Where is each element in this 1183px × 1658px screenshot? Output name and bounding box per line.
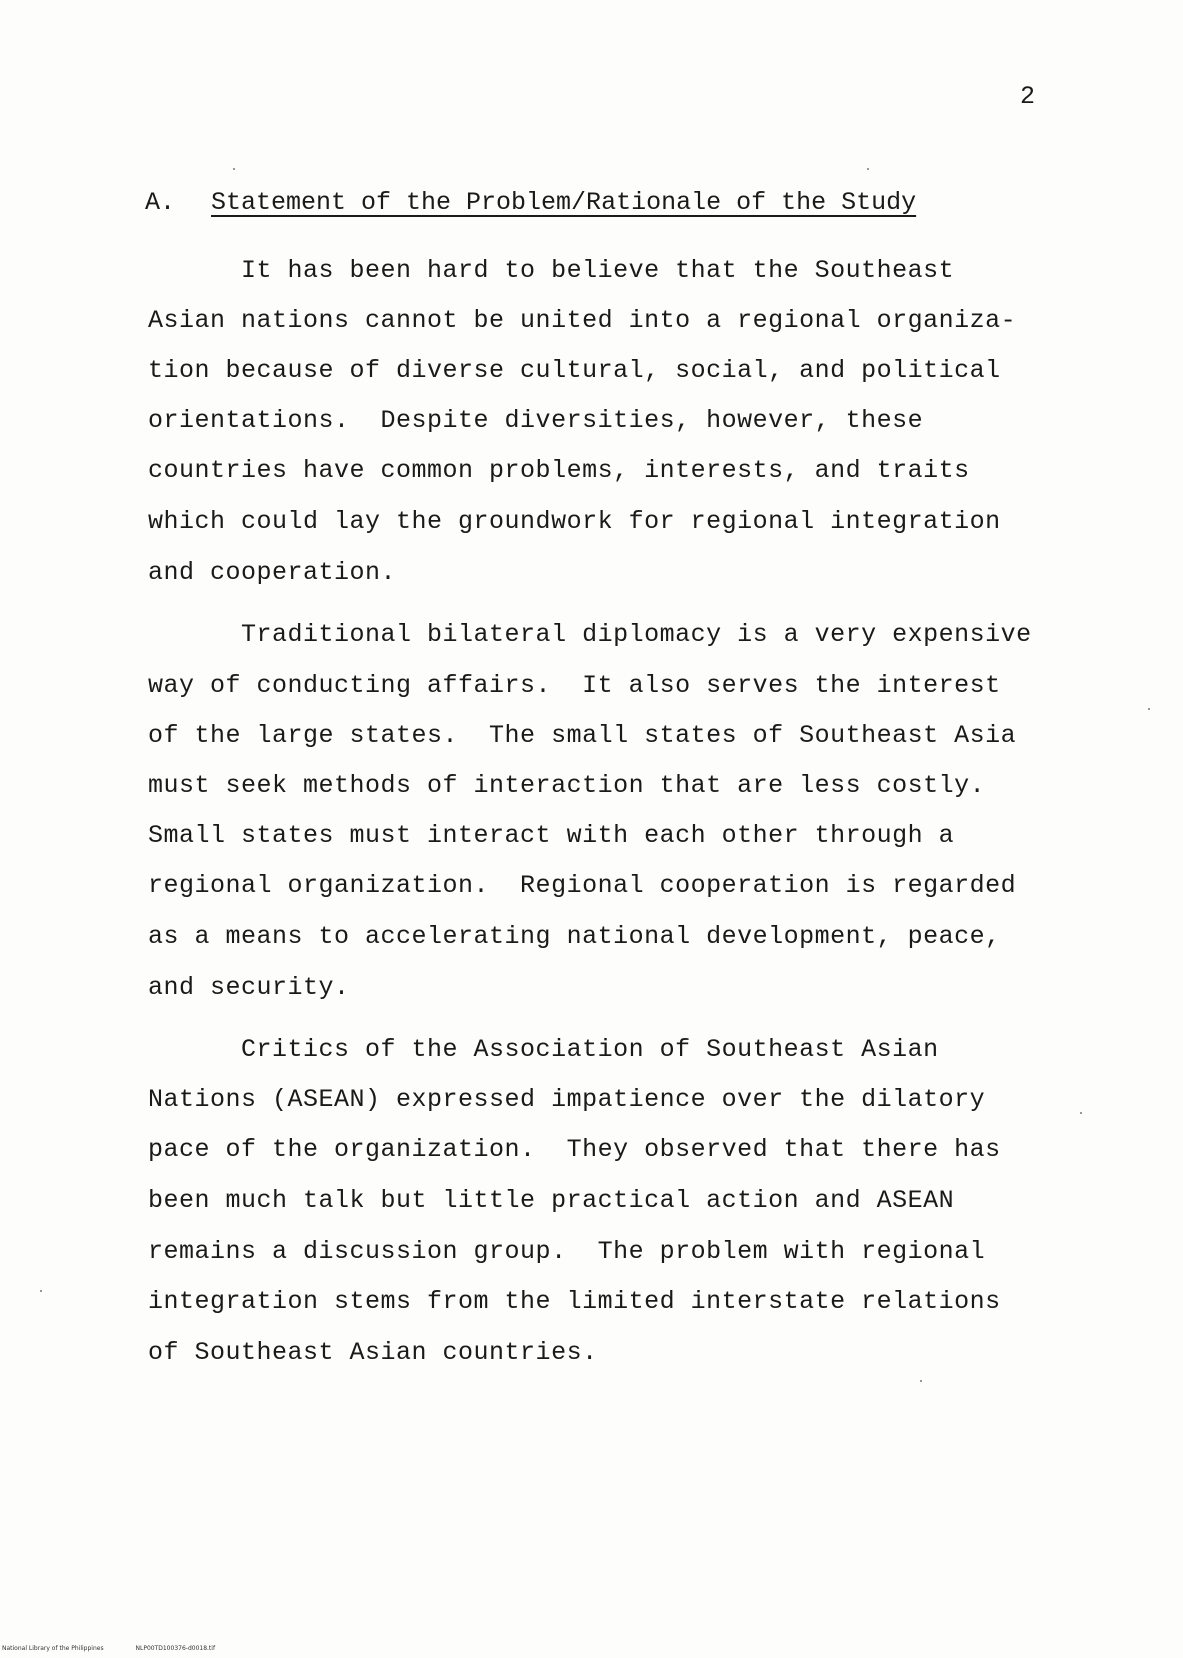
section-title: Statement of the Problem/Rationale of the Study	[211, 188, 917, 217]
text-line: Nations (ASEAN) expressed impatience over the dilatory	[148, 1085, 986, 1114]
text-line: which could lay the groundwork for regional integration	[148, 507, 1001, 536]
scan-speck	[867, 168, 869, 170]
text-line: regional organization. Regional cooperation is regarded	[148, 871, 1017, 900]
scan-footer	[2, 1645, 245, 1652]
text-line: It has been hard to believe that the Southeast	[148, 256, 955, 285]
section-letter: A.	[145, 188, 176, 217]
text-line: Small states must interact with each other through a	[148, 821, 955, 850]
text-line: Traditional bilateral diplomacy is a very expensive	[148, 620, 1032, 649]
scan-speck	[920, 1380, 922, 1382]
text-line: of Southeast Asian countries.	[148, 1338, 598, 1367]
text-line: integration stems from the limited interstate relations	[148, 1287, 1001, 1316]
text-line: Asian nations cannot be united into a regional organiza-	[148, 306, 1017, 335]
footer-library: National Library of the Philippines	[2, 1645, 104, 1652]
text-line: tion because of diverse cultural, social, and political	[148, 356, 1001, 385]
footer-file-id: NLP00TD100376-d0018.tif	[135, 1645, 216, 1652]
text-line: been much talk but little practical action and ASEAN	[148, 1186, 955, 1215]
page-number: 2	[1020, 82, 1036, 111]
text-line: and cooperation.	[148, 558, 397, 587]
scan-speck	[1080, 1112, 1082, 1114]
text-line: countries have common problems, interests, and traits	[148, 456, 970, 485]
scan-speck	[233, 168, 235, 170]
text-line: and security.	[148, 973, 350, 1002]
text-line: of the large states. The small states of Southeast Asia	[148, 721, 1017, 750]
text-line: remains a discussion group. The problem with regional	[148, 1237, 986, 1266]
text-line: as a means to accelerating national development, peace,	[148, 922, 1001, 951]
text-line: way of conducting affairs. It also serves the interest	[148, 671, 1001, 700]
scan-speck	[1148, 708, 1150, 710]
section-heading	[145, 188, 916, 217]
scan-speck	[40, 1290, 42, 1292]
text-line: Critics of the Association of Southeast Asian	[148, 1035, 939, 1064]
text-line: must seek methods of interaction that are less costly.	[148, 771, 986, 800]
text-line: orientations. Despite diversities, however, these	[148, 406, 924, 435]
text-line: pace of the organization. They observed that there has	[148, 1135, 1001, 1164]
